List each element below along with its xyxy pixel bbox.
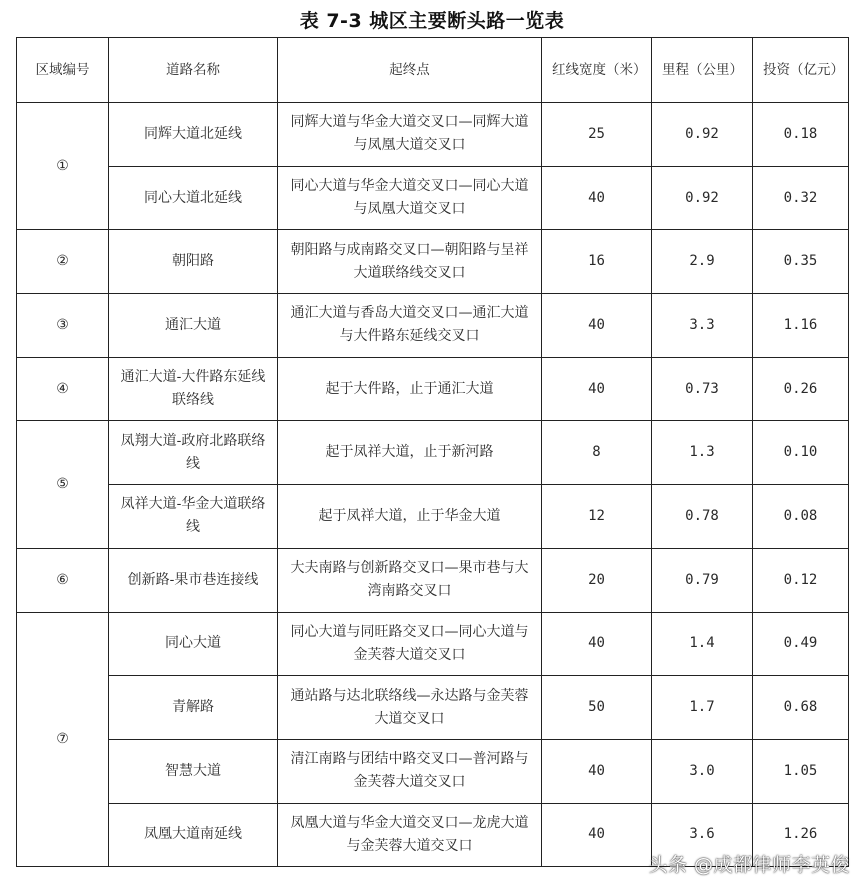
table-row (17, 103, 849, 167)
width-cell: 20 (542, 548, 652, 612)
width-cell: 40 (542, 294, 652, 358)
length-cell: 3.6 (652, 803, 753, 867)
width-cell: 40 (542, 166, 652, 230)
width-cell: 8 (542, 421, 652, 485)
length-cell: 3.0 (652, 739, 753, 803)
header-investment: 投资（亿元） (753, 38, 849, 103)
investment-cell: 0.35 (753, 230, 849, 294)
table-row (17, 357, 849, 421)
investment-cell: 0.08 (753, 485, 849, 549)
table-title: 表 7-3 城区主要断头路一览表 (299, 10, 565, 32)
length-cell: 1.7 (652, 676, 753, 740)
width-cell: 40 (542, 803, 652, 867)
endpoints-cell: 同辉大道与华金大道交叉口—同辉大道与凤凰大道交叉口 (278, 103, 542, 167)
road-name-cell: 凤祥大道-华金大道联络线 (109, 485, 278, 549)
table-row (17, 421, 849, 485)
road-name-cell: 朝阳路 (109, 230, 278, 294)
endpoints-cell: 同心大道与华金大道交叉口—同心大道与凤凰大道交叉口 (278, 166, 542, 230)
endpoints-cell: 起于凤祥大道，止于新河路 (278, 421, 542, 485)
length-cell: 0.92 (652, 166, 753, 230)
endpoints-cell: 起于凤祥大道，止于华金大道 (278, 485, 542, 549)
header-zone: 区域编号 (17, 38, 109, 103)
road-name-cell: 凤凰大道南延线 (109, 803, 278, 867)
width-cell: 16 (542, 230, 652, 294)
endpoints-cell: 起于大件路，止于通汇大道 (278, 357, 542, 421)
table-row (17, 485, 849, 549)
width-cell: 50 (542, 676, 652, 740)
watermark: 头条 @成都律师李英俊 (648, 854, 850, 876)
investment-cell: 0.12 (753, 548, 849, 612)
zone-cell: ⑤ (17, 421, 109, 548)
road-name-cell: 凤翔大道-政府北路联络线 (109, 421, 278, 485)
length-cell: 0.92 (652, 103, 753, 167)
zone-cell: ② (17, 230, 109, 294)
investment-cell: 0.32 (753, 166, 849, 230)
length-cell: 3.3 (652, 294, 753, 358)
road-name-cell: 智慧大道 (109, 739, 278, 803)
investment-cell: 0.26 (753, 357, 849, 421)
road-name-cell: 通汇大道 (109, 294, 278, 358)
width-cell: 40 (542, 612, 652, 676)
width-cell: 40 (542, 739, 652, 803)
endpoints-cell: 大夫南路与创新路交叉口—果市巷与大湾南路交叉口 (278, 548, 542, 612)
endpoints-cell: 通站路与达北联络线—永达路与金芙蓉大道交叉口 (278, 676, 542, 740)
width-cell: 40 (542, 357, 652, 421)
length-cell: 0.78 (652, 485, 753, 549)
table-row (17, 548, 849, 612)
length-cell: 0.73 (652, 357, 753, 421)
investment-cell: 1.05 (753, 739, 849, 803)
endpoints-cell: 凤凰大道与华金大道交叉口—龙虎大道与金芙蓉大道交叉口 (278, 803, 542, 867)
zone-cell: ① (17, 103, 109, 230)
width-cell: 25 (542, 103, 652, 167)
investment-cell: 0.49 (753, 612, 849, 676)
investment-cell: 0.10 (753, 421, 849, 485)
endpoints-cell: 同心大道与同旺路交叉口—同心大道与金芙蓉大道交叉口 (278, 612, 542, 676)
investment-cell: 1.16 (753, 294, 849, 358)
investment-cell: 1.26 (753, 803, 849, 867)
zone-cell: ⑦ (17, 612, 109, 867)
header-width: 红线宽度（米） (542, 38, 652, 103)
endpoints-cell: 朝阳路与成南路交叉口—朝阳路与呈祥大道联络线交叉口 (278, 230, 542, 294)
road-table (16, 37, 849, 867)
road-name-cell: 创新路-果市巷连接线 (109, 548, 278, 612)
endpoints-cell: 清江南路与团结中路交叉口—普河路与金芙蓉大道交叉口 (278, 739, 542, 803)
table-row (17, 739, 849, 803)
header-row (17, 38, 849, 103)
zone-cell: ④ (17, 357, 109, 421)
road-name-cell: 同心大道北延线 (109, 166, 278, 230)
table-row (17, 612, 849, 676)
road-name-cell: 青解路 (109, 676, 278, 740)
length-cell: 0.79 (652, 548, 753, 612)
endpoints-cell: 通汇大道与香岛大道交叉口—通汇大道与大件路东延线交叉口 (278, 294, 542, 358)
table-row (17, 230, 849, 294)
investment-cell: 0.68 (753, 676, 849, 740)
length-cell: 2.9 (652, 230, 753, 294)
road-name-cell: 同心大道 (109, 612, 278, 676)
length-cell: 1.4 (652, 612, 753, 676)
road-name-cell: 通汇大道-大件路东延线联络线 (109, 357, 278, 421)
table-row (17, 294, 849, 358)
table-row (17, 166, 849, 230)
road-name-cell: 同辉大道北延线 (109, 103, 278, 167)
length-cell: 1.3 (652, 421, 753, 485)
zone-cell: ⑥ (17, 548, 109, 612)
header-name: 道路名称 (109, 38, 278, 103)
header-endpoints: 起终点 (278, 38, 542, 103)
width-cell: 12 (542, 485, 652, 549)
investment-cell: 0.18 (753, 103, 849, 167)
zone-cell: ③ (17, 294, 109, 358)
header-length: 里程（公里） (652, 38, 753, 103)
table-row (17, 676, 849, 740)
